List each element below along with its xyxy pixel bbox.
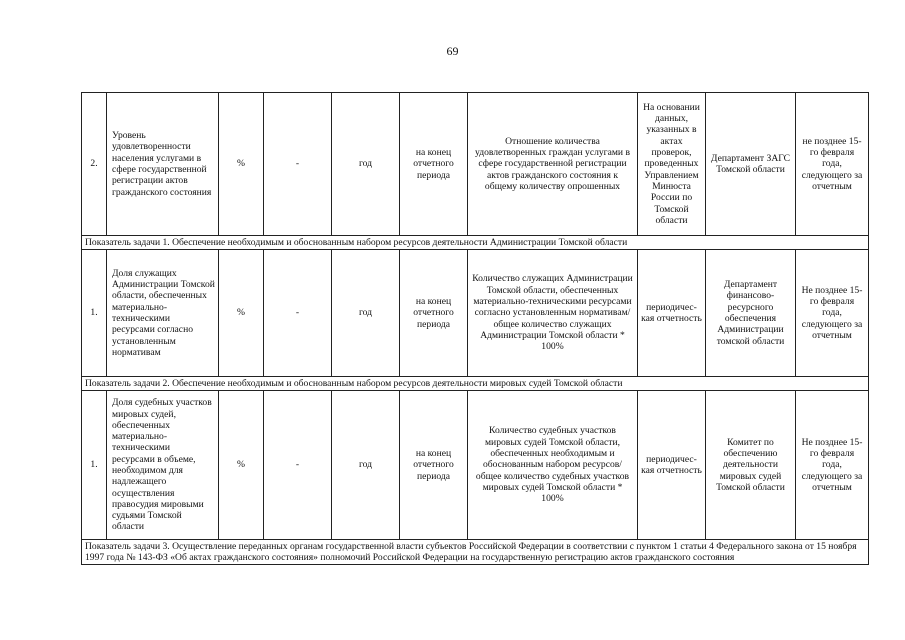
- timing: на конец отчетного периода: [400, 391, 468, 540]
- section-title: Показатель задачи 2. Обеспечение необходимым и обоснованным набором ресурсов деятельности мировых судей Томской области: [82, 377, 869, 391]
- unit: %: [219, 391, 264, 540]
- timing: на конец отчетного периода: [400, 93, 468, 236]
- responsible: Департамент финансово-ресурсного обеспечения Администрации томской области: [706, 250, 796, 377]
- frequency: год: [332, 250, 400, 377]
- row-number: 1.: [82, 250, 107, 377]
- unit: %: [219, 93, 264, 236]
- unit: %: [219, 250, 264, 377]
- row-number: 1.: [82, 391, 107, 540]
- deadline: не позднее 15-го февраля года, следующего за отчетным: [796, 93, 869, 236]
- calculation-method: Отношение количества удовлетворенных граждан услугами в сфере государственной регистрации актов гражданского состояния к общему количеству опрошенных: [468, 93, 638, 236]
- indicator-name: Уровень удовлетворенности населения услугами в сфере государственной регистрации актов гражданского состояния: [107, 93, 219, 236]
- responsible: Департамент ЗАГС Томской области: [706, 93, 796, 236]
- responsible: Комитет по обеспечению деятельности мировых судей Томской области: [706, 391, 796, 540]
- indicator-name: Доля судебных участков мировых судей, обеспеченных материально-техническими ресурсами в объеме, необходимом для надлежащего осуществления правосудия мировыми судьями Томской области: [107, 391, 219, 540]
- section-row: [82, 540, 869, 565]
- deadline: Не позднее 15-го февраля года, следующего за отчетным: [796, 250, 869, 377]
- data-source: периодичес-кая отчетность: [638, 391, 706, 540]
- section-title: Показатель задачи 3. Осуществление переданных органам государственной власти субъектов Российской Федерации в соответствии с пунктом 1 статьи 4 Федерального закона от 15 ноября 1997 года № 143-ФЗ «Об актах гражданского состояния» полномочий Российской Федерации на государственную регистрацию актов гражданского состояния: [82, 540, 869, 565]
- data-source: периодичес-кая отчетность: [638, 250, 706, 377]
- calculation-method: Количество служащих Администрации Томской области, обеспеченных материально-техническими ресурсами согласно установленным нормативам/ общее количество служащих Администрации Томской области * 100%: [468, 250, 638, 377]
- table-row: [82, 93, 869, 236]
- section-row: [82, 377, 869, 391]
- indicator-name: Доля служащих Администрации Томской области, обеспеченных материально-техническими ресурсами согласно установленным нормативам: [107, 250, 219, 377]
- base-value: -: [264, 391, 332, 540]
- base-value: -: [264, 93, 332, 236]
- timing: на конец отчетного периода: [400, 250, 468, 377]
- data-source: На основании данных, указанных в актах проверок, проведенных Управлением Минюста России по Томской области: [638, 93, 706, 236]
- table-row: [82, 391, 869, 540]
- section-title: Показатель задачи 1. Обеспечение необходимым и обоснованным набором ресурсов деятельности Администрации Томской области: [82, 236, 869, 250]
- deadline: Не позднее 15-го февраля года, следующего за отчетным: [796, 391, 869, 540]
- frequency: год: [332, 391, 400, 540]
- row-number: 2.: [82, 93, 107, 236]
- page-number: 69: [446, 44, 459, 58]
- table-row: [82, 250, 869, 377]
- section-row: [82, 236, 869, 250]
- base-value: -: [264, 250, 332, 377]
- indicators-table: [81, 92, 869, 565]
- calculation-method: Количество судебных участков мировых судей Томской области, обеспеченных необходимым и обоснованным набором ресурсов/ общее количество судебных участков мировых судей Томской области * 100%: [468, 391, 638, 540]
- frequency: год: [332, 93, 400, 236]
